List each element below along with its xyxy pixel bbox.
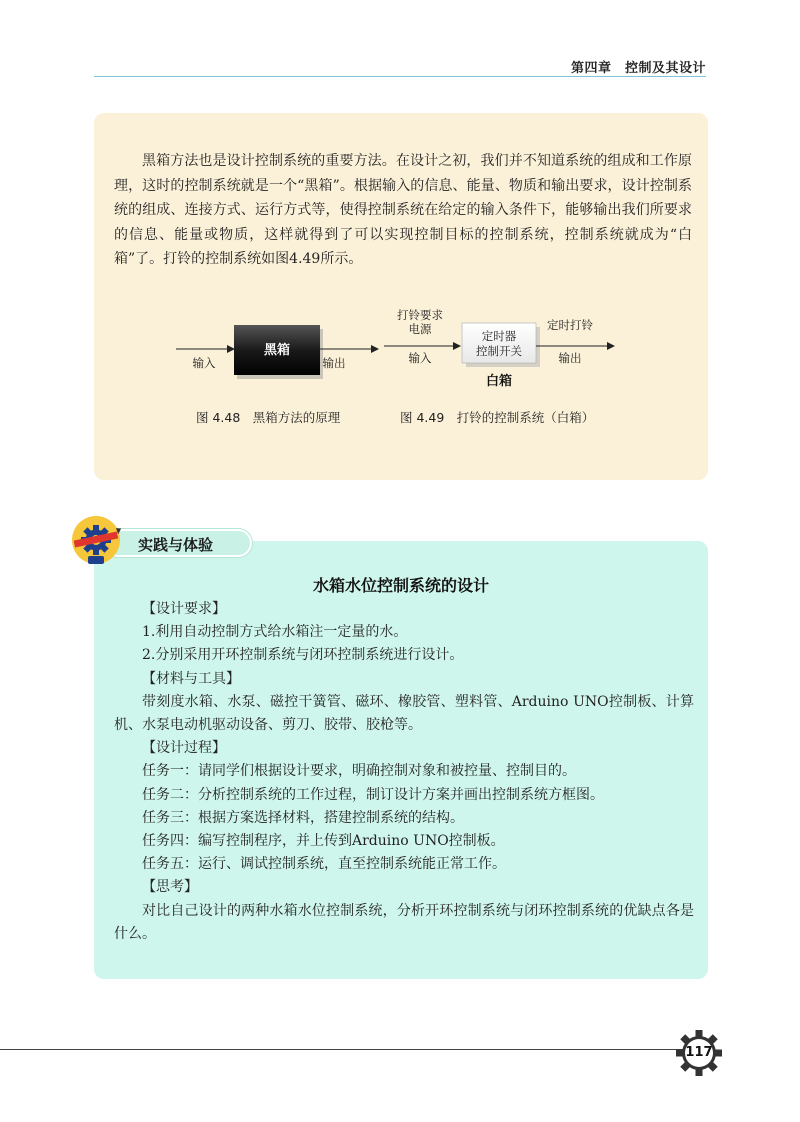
fig49-output-label: 输出 xyxy=(558,351,582,365)
requirement-item-1: 1.利用自动控制方式给水箱注一定量的水。 xyxy=(142,624,408,641)
header-rule xyxy=(94,76,706,77)
page-header xyxy=(0,0,800,80)
practice-tab-label: 实践与体验 xyxy=(138,536,214,554)
practice-content xyxy=(114,598,694,946)
info-paragraph: 黑箱方法也是设计控制系统的重要方法。在设计之初，我们并不知道系统的组成和工作原理，这时的控制系统就是一个“黑箱”。根据输入的信息、能量、物质和输出要求，设计控制系统的组成、连接方式、运行方式等，使得控制系统在给定的输入条件下，能够输出我们所要求的信息、能量或物质，这样就得到了可以实现控制目标的控制系统，控制系统就成为“白箱”了。打铃的控制系统如图4.49所示。 xyxy=(114,153,692,267)
task-3: 任务三：根据方案选择材料，搭建控制系统的结构。 xyxy=(142,809,464,826)
practice-title: 水箱水位控制系统的设计 xyxy=(312,576,489,595)
fig48-box-label: 黑箱 xyxy=(263,343,291,358)
fig49-box-line-1: 定时器 xyxy=(481,329,517,343)
task-5: 任务五：运行、调试控制系统，直至控制系统能正常工作。 xyxy=(142,856,506,873)
fig48-output-label: 输出 xyxy=(322,356,346,370)
fig48-caption: 图 4.48 黑箱方法的原理 xyxy=(196,410,341,425)
info-box xyxy=(94,113,708,480)
fig49-input-top-2: 电源 xyxy=(408,322,432,336)
section-heading-materials: 【材料与工具】 xyxy=(142,670,240,687)
thinking-question: 对比自己设计的两种水箱水位控制系统，分析开环控制系统与闭环控制系统的优缺点各是什么。 xyxy=(114,902,694,942)
fig49-diagram xyxy=(384,308,614,389)
practice-box xyxy=(94,541,708,979)
fig48-diagram xyxy=(176,325,378,379)
page-number: 117 xyxy=(685,1045,713,1060)
requirement-item-2: 2.分别采用开环控制系统与闭环控制系统进行设计。 xyxy=(142,647,464,664)
section-heading-requirements: 【设计要求】 xyxy=(142,601,226,617)
task-4: 任务四：编写控制程序，并上传到Arduino UNO控制板。 xyxy=(142,833,505,850)
materials-list: 带刻度水箱、水泵、磁控干簧管、磁环、橡胶管、塑料管、Arduino UNO控制板、计算机、水泵电动机驱动设备、剪刀、胶带、胶枪等。 xyxy=(114,693,694,734)
gear-pencil-icon xyxy=(68,512,124,568)
task-1: 任务一：请同学们根据设计要求，明确控制对象和被控量、控制目的。 xyxy=(142,763,576,780)
fig48-input-label: 输入 xyxy=(192,356,216,370)
section-heading-thinking: 【思考】 xyxy=(142,879,198,896)
section-heading-process: 【设计过程】 xyxy=(142,740,226,757)
task-2: 任务二：分析控制系统的工作过程，制订设计方案并画出控制系统方框图。 xyxy=(142,786,604,803)
fig49-output-top: 定时打铃 xyxy=(547,318,593,332)
fig49-input-top-1: 打铃要求 xyxy=(397,308,443,322)
fig49-box-under: 白箱 xyxy=(485,374,513,389)
practice-tab xyxy=(68,512,268,568)
fig49-input-label: 输入 xyxy=(408,351,432,365)
footer-rule xyxy=(0,1049,690,1050)
fig49-caption: 图 4.49 打铃的控制系统（白箱） xyxy=(400,410,595,425)
chapter-title: 第四章 控制及其设计 xyxy=(570,61,706,76)
fig49-box-line-2: 控制开关 xyxy=(476,344,522,358)
